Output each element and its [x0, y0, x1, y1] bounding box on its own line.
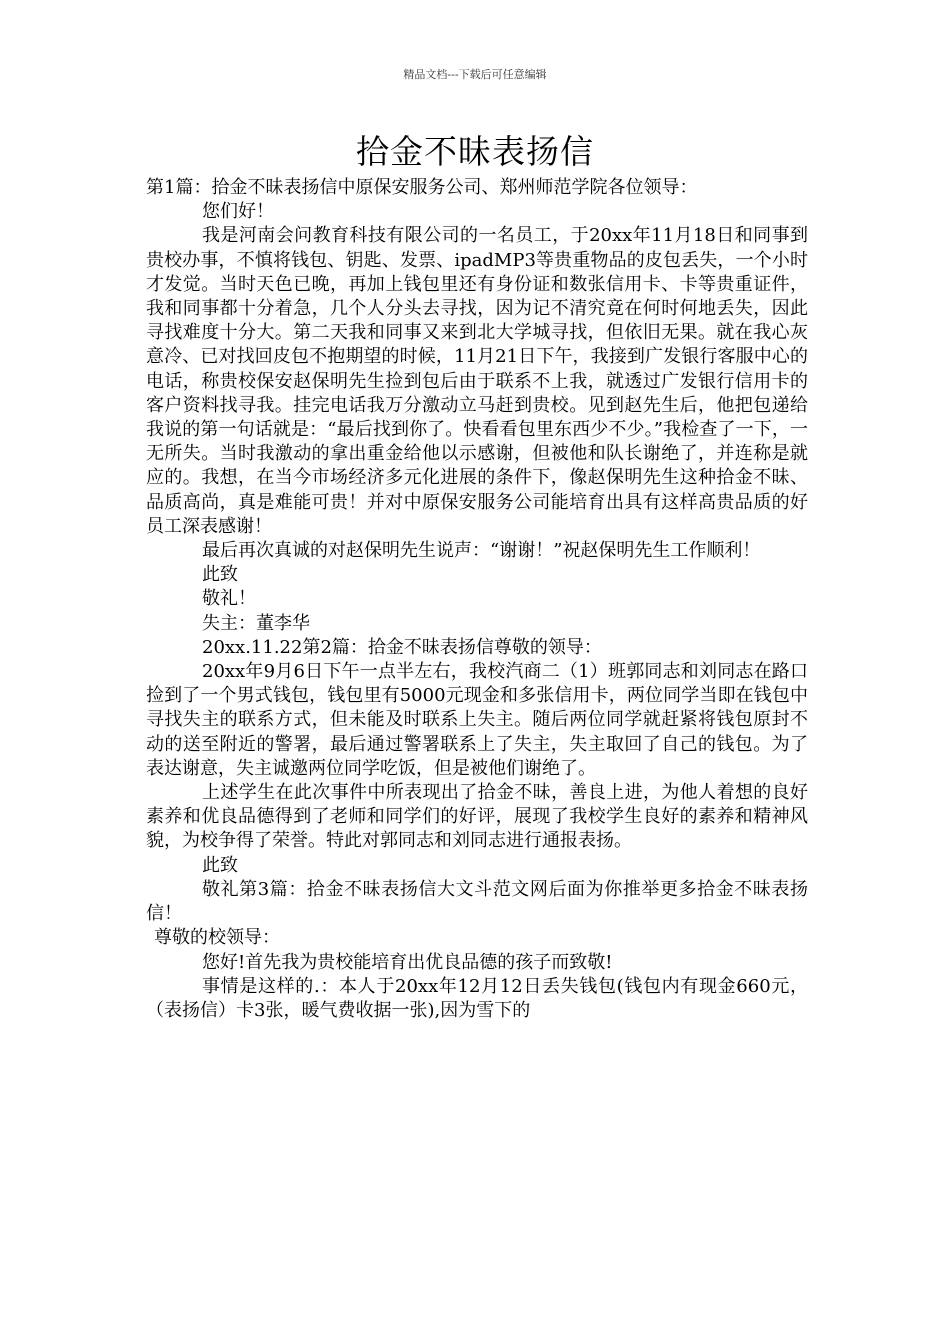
paragraph: 最后再次真诚的对赵保明先生说声：“谢谢！”祝赵保明先生工作顺利！: [202, 540, 761, 562]
paragraph: 事情是这样的.：本人于20xx年12月12日丢失钱包(钱包内有现金660元，（表扬信）卡3张，暖气费收据一张),因为雪下的: [146, 975, 808, 1021]
paragraph: 您好!首先我为贵校能培育出优良品德的孩子而致敬!: [202, 951, 613, 973]
paragraph: 上述学生在此次事件中所表现出了拾金不昧，善良上进，为他人着想的良好素养和优良品德得到了老师和同学们的好评，展现了我校学生良好的素养和精神风貌，为校争得了荣誉。特此对郭同志和刘同志进行通报表扬。: [146, 782, 808, 852]
document-body: [146, 176, 808, 1023]
paragraph: 您们好！: [202, 201, 274, 223]
paragraph: 敬礼！: [202, 588, 256, 610]
paragraph: 敬礼第3篇：拾金不昧表扬信大文斗范文网后面为你推举更多拾金不昧表扬信！: [146, 878, 808, 925]
header-note: 精品文档---下载后可任意编辑: [403, 68, 547, 81]
paragraph: 失主：董李华: [202, 612, 310, 634]
document-title: 拾金不昧表扬信: [356, 132, 594, 171]
paragraph: 第1篇：拾金不昧表扬信中原保安服务公司、郑州师范学院各位领导：: [146, 177, 698, 198]
paragraph: 我是河南会问教育科技有限公司的一名员工，于20xx年11月18日和同事到贵校办事，不慎将钱包、钥匙、发票、ipadMP3等贵重物品的皮包丢失，一个小时才发觉。当时天色已晚，再加上钱包里还有身份证和数张信用卡、卡等贵重证件，我和同事都十分着急，几个人分头去寻找，因为记不清究竟在何时何地丢失，因此寻找难度十分大。第二天我和同事又来到北大学城寻找，但依旧无果。就在我心灰意冷、已对找回皮包不抱期望的时候，11月21日下午，我接到广发银行客服中心的电话，称贵校保安赵保明先生捡到包后由于联系不上我，就透过广发银行信用卡的客户资料找寻我。挂完电话我万分激动立马赶到贵校。见到赵先生后，他把包递给我说的第一句话就是：“最后找到你了。快看看包里东西少不少。”我检查了一下，一无所失。当时我激动的拿出重金给他以示感谢，但被他和队长谢绝了，并连称是就应的。我想，在当今市场经济多元化进展的条件下，像赵保明先生这种拾金不昧、品质高尚，真是难能可贵！并对中原保安服务公司能培育出具有这样高贵品质的好员工深表感谢！: [146, 225, 808, 537]
paragraph: 尊敬的校领导：: [154, 927, 280, 949]
paragraph: 20xx.11.22第2篇：拾金不昧表扬信尊敬的领导：: [202, 636, 602, 658]
paragraph: 此致: [202, 854, 238, 876]
paragraph: 20xx年9月6日下午一点半左右，我校汽商二（1）班郭同志和刘同志在路口捡到了一个男式钱包，钱包里有5000元现金和多张信用卡，两位同学当即在钱包中寻找失主的联系方式，但未能及时联系上失主。随后两位同学就赶紧将钱包原封不动的送至附近的警署，最后通过警署联系上了失主，失主取回了自己的钱包。为了表达谢意，失主诚邀两位同学吃饭，但是被他们谢绝了。: [146, 661, 808, 779]
paragraph: 此致: [202, 564, 238, 586]
